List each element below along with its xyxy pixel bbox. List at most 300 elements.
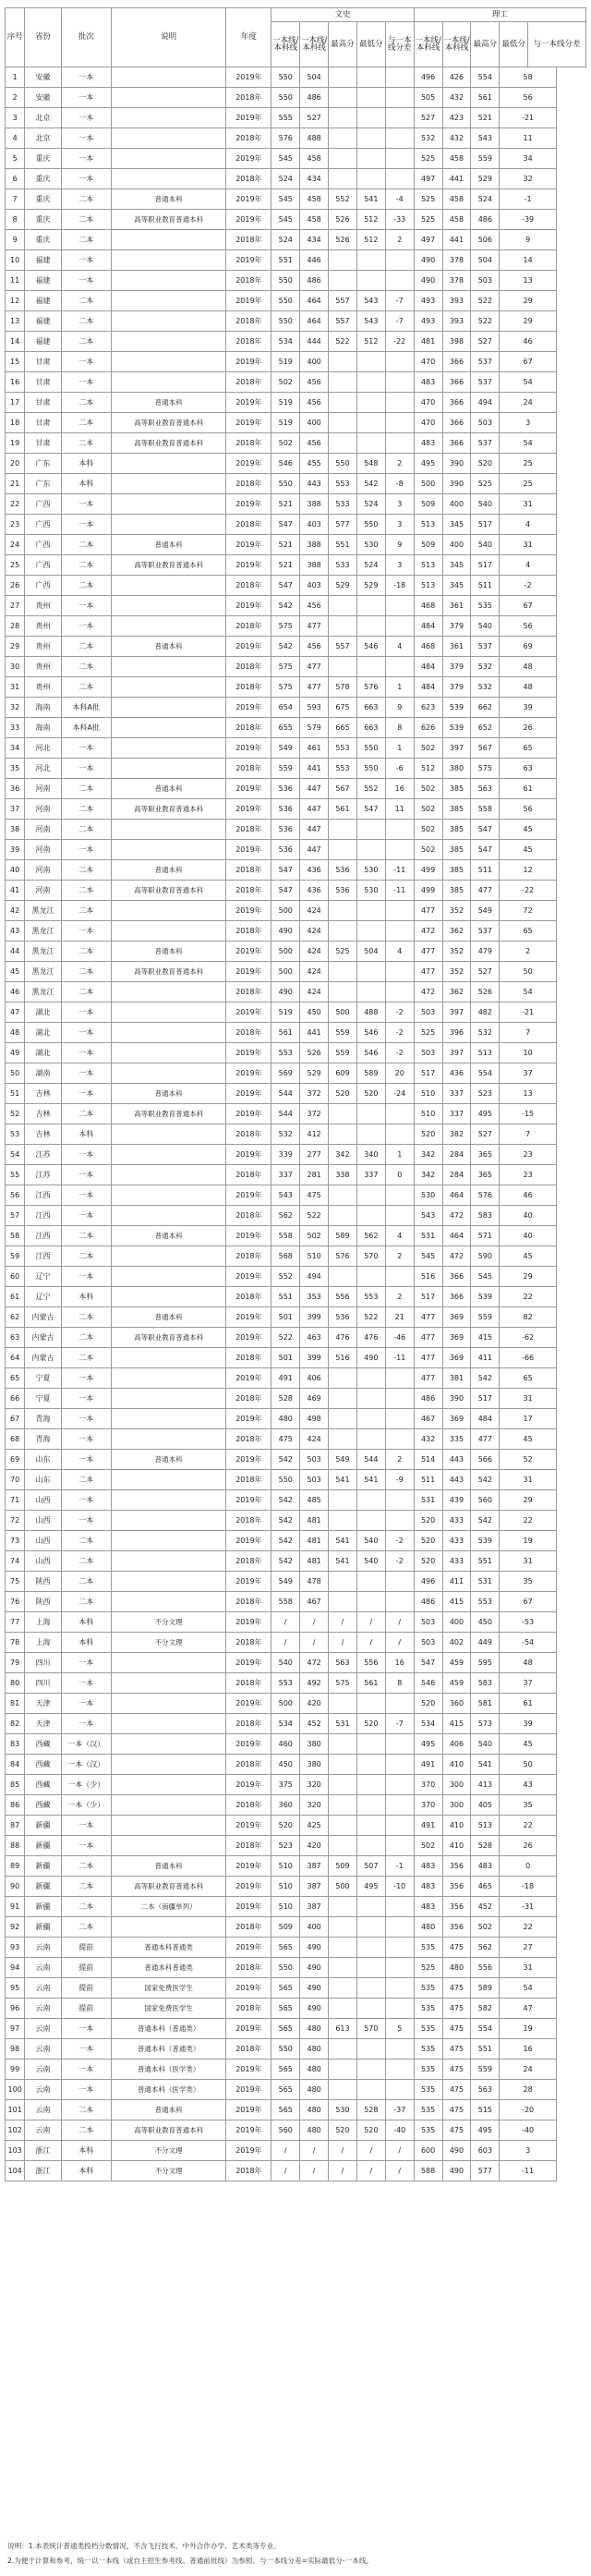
cell-province: 吉林 <box>25 1124 61 1145</box>
cell-arts-max <box>329 2060 357 2080</box>
cell-arts-cutoff: 447 <box>300 799 329 820</box>
cell-arts-cutoff: 456 <box>300 637 329 657</box>
cell-arts-line: 542 <box>271 1490 300 1511</box>
cell-arts-cutoff: 480 <box>300 2039 329 2060</box>
cell-no: 44 <box>6 942 25 962</box>
cell-sci-line: 502 <box>414 1836 442 1856</box>
table-row <box>6 1653 586 1673</box>
cell-sci-cutoff: 390 <box>442 1389 471 1409</box>
cell-note <box>111 1714 226 1734</box>
col-header-sci-line: 一本线/本科线 <box>414 22 442 67</box>
cell-no: 6 <box>6 169 25 189</box>
cell-arts-cutoff: 480 <box>300 2080 329 2100</box>
cell-year: 2018年 <box>226 657 271 677</box>
admission-score-table <box>5 7 586 2181</box>
cell-sci-max: 559 <box>471 1307 500 1328</box>
cell-sci-min: 26 <box>500 1836 557 1856</box>
cell-arts-line: 520 <box>271 1816 300 1836</box>
cell-sci-cutoff: 402 <box>442 1633 471 1653</box>
cell-sci-max: 537 <box>471 372 500 393</box>
cell-arts-min: 552 <box>356 779 385 799</box>
cell-sci-max: 662 <box>471 698 500 718</box>
cell-arts-line: 544 <box>271 1084 300 1104</box>
cell-arts-min: / <box>356 2141 385 2161</box>
cell-year: 2019年 <box>226 1856 271 1877</box>
cell-sci-cutoff: 433 <box>442 1511 471 1531</box>
cell-province: 上海 <box>25 1612 61 1633</box>
cell-batch: 二本 <box>61 311 111 332</box>
table-row <box>6 1856 586 1877</box>
cell-sci-line: 502 <box>414 799 442 820</box>
cell-arts-cutoff: 387 <box>300 1877 329 1897</box>
cell-sci-max: 567 <box>471 738 500 759</box>
cell-year: 2018年 <box>226 982 271 1002</box>
cell-sci-max: 603 <box>471 2141 500 2161</box>
cell-arts-cutoff: 424 <box>300 942 329 962</box>
table-row <box>6 1063 586 1084</box>
cell-year: 2019年 <box>226 1328 271 1348</box>
cell-arts-max <box>329 901 357 921</box>
cell-no: 41 <box>6 881 25 901</box>
cell-arts-line: 523 <box>271 1836 300 1856</box>
cell-batch: 二本 <box>61 1592 111 1612</box>
cell-arts-diff <box>385 1917 414 1938</box>
cell-sci-min: 29 <box>500 291 557 311</box>
cell-province: 重庆 <box>25 149 61 169</box>
cell-arts-line: 546 <box>271 454 300 474</box>
cell-province: 辽宁 <box>25 1267 61 1287</box>
cell-sci-cutoff: 366 <box>442 372 471 393</box>
table-row <box>6 1043 586 1063</box>
cell-arts-line: 569 <box>271 1063 300 1084</box>
cell-batch: 本科 <box>61 2141 111 2161</box>
cell-sci-min: 34 <box>500 149 557 169</box>
cell-arts-diff <box>385 1795 414 1816</box>
cell-no: 34 <box>6 738 25 759</box>
cell-sci-min: 45 <box>500 1246 557 1267</box>
cell-note <box>111 108 226 128</box>
cell-sci-line: 535 <box>414 1938 442 1958</box>
cell-arts-cutoff: 458 <box>300 149 329 169</box>
table-row <box>6 2039 586 2060</box>
cell-year: 2019年 <box>226 1897 271 1917</box>
cell-sci-line: 432 <box>414 1429 442 1450</box>
cell-sci-line: 525 <box>414 189 442 210</box>
cell-sci-line: 520 <box>414 1551 442 1572</box>
cell-sci-line: 525 <box>414 210 442 230</box>
cell-sci-line: 545 <box>414 1246 442 1267</box>
cell-sci-line: 468 <box>414 637 442 657</box>
cell-sci-max: 504 <box>471 250 500 271</box>
cell-arts-cutoff: 420 <box>300 1836 329 1856</box>
cell-arts-cutoff: 481 <box>300 1531 329 1551</box>
cell-sci-max: 465 <box>471 1877 500 1897</box>
cell-no: 17 <box>6 393 25 413</box>
cell-arts-line: 534 <box>271 332 300 352</box>
cell-arts-cutoff: 492 <box>300 1673 329 1694</box>
cell-arts-cutoff: 400 <box>300 413 329 433</box>
cell-sci-min: 39 <box>500 1714 557 1734</box>
cell-sci-min: 29 <box>500 1490 557 1511</box>
cell-arts-line: 491 <box>271 1368 300 1389</box>
cell-sci-line: 490 <box>414 250 442 271</box>
cell-batch: 二本 <box>61 881 111 901</box>
cell-sci-line: 503 <box>414 1633 442 1653</box>
cell-sci-line: 502 <box>414 779 442 799</box>
cell-arts-diff <box>385 1409 414 1429</box>
cell-batch: 一本（汉） <box>61 1755 111 1775</box>
cell-no: 61 <box>6 1287 25 1307</box>
cell-sci-max: 563 <box>471 2080 500 2100</box>
cell-sci-line: 477 <box>414 1328 442 1348</box>
cell-province: 内蒙古 <box>25 1348 61 1368</box>
cell-arts-cutoff: 424 <box>300 982 329 1002</box>
cell-arts-line: 480 <box>271 1409 300 1429</box>
cell-sci-line: 483 <box>414 372 442 393</box>
cell-province: 江苏 <box>25 1145 61 1165</box>
cell-year: 2019年 <box>226 698 271 718</box>
cell-note <box>111 169 226 189</box>
cell-arts-max: 541 <box>329 1551 357 1572</box>
cell-arts-line: 536 <box>271 799 300 820</box>
cell-arts-line: 542 <box>271 1511 300 1531</box>
cell-batch: 二本 <box>61 1328 111 1348</box>
cell-arts-min: 542 <box>356 474 385 494</box>
cell-arts-min <box>356 67 385 88</box>
cell-year: 2019年 <box>226 494 271 515</box>
cell-sci-cutoff: 284 <box>442 1165 471 1185</box>
cell-no: 97 <box>6 2019 25 2039</box>
cell-year: 2018年 <box>226 474 271 494</box>
cell-sci-line: 510 <box>414 1084 442 1104</box>
cell-batch: 二本 <box>61 779 111 799</box>
cell-sci-max: 558 <box>471 799 500 820</box>
cell-sci-max: 527 <box>471 332 500 352</box>
cell-no: 60 <box>6 1267 25 1287</box>
cell-province: 安徽 <box>25 88 61 108</box>
cell-arts-max: 557 <box>329 311 357 332</box>
cell-province: 河南 <box>25 799 61 820</box>
cell-note <box>111 1206 226 1226</box>
cell-arts-line: 553 <box>271 1043 300 1063</box>
cell-arts-cutoff: 436 <box>300 860 329 881</box>
cell-sci-max: 583 <box>471 1673 500 1694</box>
cell-year: 2019年 <box>226 1816 271 1836</box>
cell-sci-line: 477 <box>414 942 442 962</box>
cell-sci-line: 490 <box>414 271 442 291</box>
cell-arts-cutoff: 424 <box>300 921 329 942</box>
cell-sci-min: 24 <box>500 2060 557 2080</box>
cell-arts-cutoff: 281 <box>300 1165 329 1185</box>
cell-arts-min <box>356 2060 385 2080</box>
cell-no: 5 <box>6 149 25 169</box>
table-row <box>6 616 586 637</box>
cell-arts-diff <box>385 962 414 982</box>
cell-no: 77 <box>6 1612 25 1633</box>
cell-arts-min: 548 <box>356 454 385 474</box>
cell-sci-cutoff: 366 <box>442 1287 471 1307</box>
cell-arts-max <box>329 1978 357 1999</box>
cell-arts-line: 521 <box>271 535 300 555</box>
cell-arts-diff: -10 <box>385 1877 414 1897</box>
cell-arts-diff: -11 <box>385 881 414 901</box>
cell-year: 2019年 <box>226 1450 271 1470</box>
cell-arts-max <box>329 1572 357 1592</box>
cell-arts-line: 547 <box>271 860 300 881</box>
cell-no: 36 <box>6 779 25 799</box>
cell-sci-line: 503 <box>414 1002 442 1023</box>
cell-no: 79 <box>6 1653 25 1673</box>
cell-sci-max: 522 <box>471 291 500 311</box>
cell-sci-min: 0 <box>500 1856 557 1877</box>
cell-arts-diff: 2 <box>385 454 414 474</box>
table-row <box>6 1104 586 1124</box>
cell-arts-min <box>356 1104 385 1124</box>
cell-sci-cutoff: 415 <box>442 1592 471 1612</box>
cell-year: 2019年 <box>226 1531 271 1551</box>
cell-sci-line: 496 <box>414 1572 442 1592</box>
cell-no: 15 <box>6 352 25 372</box>
cell-note <box>111 1734 226 1755</box>
cell-arts-line: 521 <box>271 555 300 576</box>
cell-sci-line: 626 <box>414 718 442 738</box>
cell-arts-line: 545 <box>271 189 300 210</box>
cell-no: 13 <box>6 311 25 332</box>
cell-batch: 一本 <box>61 1836 111 1856</box>
cell-province: 安徽 <box>25 67 61 88</box>
cell-arts-max <box>329 413 357 433</box>
table-row <box>6 1124 586 1145</box>
cell-arts-diff <box>385 901 414 921</box>
cell-arts-diff: -7 <box>385 291 414 311</box>
cell-sci-line: 483 <box>414 1877 442 1897</box>
cell-sci-cutoff: 475 <box>442 1938 471 1958</box>
cell-province: 山西 <box>25 1531 61 1551</box>
cell-arts-diff: -40 <box>385 2120 414 2141</box>
cell-note: 高等职业教育普通本科 <box>111 881 226 901</box>
cell-arts-max: / <box>329 1612 357 1633</box>
cell-batch: 一本 <box>61 1429 111 1450</box>
cell-batch: 一本 <box>61 1043 111 1063</box>
cell-arts-line: 565 <box>271 1978 300 1999</box>
cell-no: 100 <box>6 2080 25 2100</box>
cell-arts-min <box>356 393 385 413</box>
cell-note <box>111 718 226 738</box>
cell-sci-min: 13 <box>500 271 557 291</box>
cell-arts-max <box>329 820 357 840</box>
cell-arts-max: 557 <box>329 637 357 657</box>
cell-sci-line: 513 <box>414 576 442 596</box>
cell-sci-max: 561 <box>471 88 500 108</box>
cell-no: 103 <box>6 2141 25 2161</box>
cell-arts-line: 565 <box>271 1999 300 2019</box>
cell-arts-max <box>329 1368 357 1389</box>
cell-arts-max <box>329 1775 357 1795</box>
cell-note <box>111 1816 226 1836</box>
cell-arts-line: 528 <box>271 1389 300 1409</box>
cell-arts-diff <box>385 921 414 942</box>
cell-sci-max: 494 <box>471 393 500 413</box>
cell-arts-line: / <box>271 2141 300 2161</box>
cell-batch: 一本（少） <box>61 1775 111 1795</box>
cell-arts-line: 565 <box>271 2100 300 2120</box>
cell-batch: 本科 <box>61 1612 111 1633</box>
cell-note <box>111 1368 226 1389</box>
table-row <box>6 1246 586 1267</box>
cell-province: 甘肃 <box>25 413 61 433</box>
table-row <box>6 982 586 1002</box>
cell-arts-diff: 16 <box>385 779 414 799</box>
cell-arts-cutoff: 456 <box>300 372 329 393</box>
cell-arts-diff <box>385 1897 414 1917</box>
cell-province: 山东 <box>25 1450 61 1470</box>
cell-sci-min: 12 <box>500 860 557 881</box>
cell-arts-max: 541 <box>329 1470 357 1490</box>
cell-note <box>111 454 226 474</box>
cell-province: 湖南 <box>25 1063 61 1084</box>
cell-no: 83 <box>6 1734 25 1755</box>
cell-year: 2018年 <box>226 1551 271 1572</box>
cell-note: 高等职业教育普通本科 <box>111 555 226 576</box>
table-row <box>6 1978 586 1999</box>
cell-arts-min: 512 <box>356 230 385 250</box>
cell-arts-min: 541 <box>356 189 385 210</box>
cell-year: 2018年 <box>226 1124 271 1145</box>
cell-batch: 二本 <box>61 189 111 210</box>
cell-sci-line: 535 <box>414 2019 442 2039</box>
table-row <box>6 1755 586 1775</box>
cell-sci-min: -20 <box>500 2100 557 2120</box>
table-row <box>6 1450 586 1470</box>
cell-province: 吉林 <box>25 1084 61 1104</box>
cell-arts-cutoff: 480 <box>300 2100 329 2120</box>
cell-note <box>111 1389 226 1409</box>
cell-year: 2018年 <box>226 128 271 149</box>
cell-sci-max: 540 <box>471 494 500 515</box>
cell-arts-min: 530 <box>356 535 385 555</box>
cell-year: 2018年 <box>226 759 271 779</box>
cell-arts-line: 542 <box>271 1551 300 1572</box>
cell-sci-min: -15 <box>500 1104 557 1124</box>
cell-arts-diff <box>385 433 414 454</box>
cell-note: 普通本科 <box>111 942 226 962</box>
cell-sci-max: 524 <box>471 189 500 210</box>
cell-year: 2019年 <box>226 1694 271 1714</box>
cell-batch: 一本 <box>61 67 111 88</box>
table-row <box>6 515 586 535</box>
cell-note: 国家免费医学生 <box>111 1999 226 2019</box>
cell-arts-line: 568 <box>271 1246 300 1267</box>
cell-sci-max: 540 <box>471 616 500 637</box>
cell-arts-max <box>329 433 357 454</box>
cell-arts-diff: / <box>385 2161 414 2181</box>
cell-arts-cutoff: 353 <box>300 1287 329 1307</box>
cell-no: 9 <box>6 230 25 250</box>
cell-sci-cutoff: 345 <box>442 555 471 576</box>
cell-arts-max: 577 <box>329 515 357 535</box>
cell-arts-line: / <box>271 1633 300 1653</box>
cell-sci-cutoff: 443 <box>442 1470 471 1490</box>
cell-arts-min: 476 <box>356 1328 385 1348</box>
cell-note: 不分文理 <box>111 1633 226 1653</box>
cell-arts-cutoff: 436 <box>300 881 329 901</box>
cell-sci-min: 11 <box>500 128 557 149</box>
cell-note <box>111 1145 226 1165</box>
cell-batch: 二本 <box>61 657 111 677</box>
cell-arts-min: 524 <box>356 494 385 515</box>
cell-sci-line: 502 <box>414 738 442 759</box>
cell-arts-min: 589 <box>356 1063 385 1084</box>
cell-sci-max: 562 <box>471 1938 500 1958</box>
cell-sci-cutoff: 475 <box>442 2060 471 2080</box>
cell-sci-min: 65 <box>500 921 557 942</box>
cell-year: 2019年 <box>226 1307 271 1328</box>
cell-arts-diff <box>385 657 414 677</box>
cell-sci-min: 58 <box>500 67 557 88</box>
cell-arts-max: 520 <box>329 2120 357 2141</box>
cell-year: 2018年 <box>226 1714 271 1734</box>
cell-sci-cutoff: 356 <box>442 1877 471 1897</box>
cell-arts-diff: -1 <box>385 1856 414 1877</box>
cell-sci-cutoff: 490 <box>442 2161 471 2181</box>
cell-arts-cutoff: 480 <box>300 2120 329 2141</box>
cell-sci-line: 370 <box>414 1775 442 1795</box>
cell-arts-min: 550 <box>356 738 385 759</box>
cell-no: 90 <box>6 1877 25 1897</box>
cell-sci-max: 551 <box>471 1551 500 1572</box>
cell-sci-cutoff: 490 <box>442 2141 471 2161</box>
cell-batch: 提前 <box>61 1938 111 1958</box>
cell-note: 普通本科普通类 <box>111 1938 226 1958</box>
cell-year: 2018年 <box>226 677 271 698</box>
cell-arts-line: 545 <box>271 210 300 230</box>
cell-arts-diff: 5 <box>385 2019 414 2039</box>
cell-arts-line: 550 <box>271 474 300 494</box>
cell-no: 45 <box>6 962 25 982</box>
table-row <box>6 860 586 881</box>
cell-arts-max: 557 <box>329 291 357 311</box>
cell-sci-max: 537 <box>471 433 500 454</box>
cell-batch: 一本 <box>61 1145 111 1165</box>
cell-sci-min: 3 <box>500 2141 557 2161</box>
cell-sci-cutoff: 345 <box>442 515 471 535</box>
cell-arts-line: 524 <box>271 230 300 250</box>
cell-arts-cutoff: 399 <box>300 1307 329 1328</box>
cell-arts-cutoff: 434 <box>300 169 329 189</box>
cell-sci-min: 35 <box>500 1572 557 1592</box>
cell-arts-max <box>329 596 357 616</box>
cell-batch: 提前 <box>61 1978 111 1999</box>
cell-arts-line: 575 <box>271 657 300 677</box>
cell-arts-diff <box>385 1734 414 1755</box>
cell-note <box>111 1409 226 1429</box>
cell-sci-min: 67 <box>500 352 557 372</box>
cell-arts-line: 375 <box>271 1775 300 1795</box>
cell-arts-max <box>329 169 357 189</box>
cell-arts-cutoff: 424 <box>300 901 329 921</box>
cell-no: 35 <box>6 759 25 779</box>
cell-arts-cutoff: / <box>300 2141 329 2161</box>
cell-arts-cutoff: 504 <box>300 67 329 88</box>
cell-batch: 一本 <box>61 108 111 128</box>
table-row <box>6 1592 586 1612</box>
cell-arts-cutoff: 372 <box>300 1104 329 1124</box>
cell-arts-max: / <box>329 2161 357 2181</box>
cell-note <box>111 67 226 88</box>
cell-sci-cutoff: 385 <box>442 799 471 820</box>
cell-sci-max: 520 <box>471 454 500 474</box>
cell-year: 2019年 <box>226 2019 271 2039</box>
